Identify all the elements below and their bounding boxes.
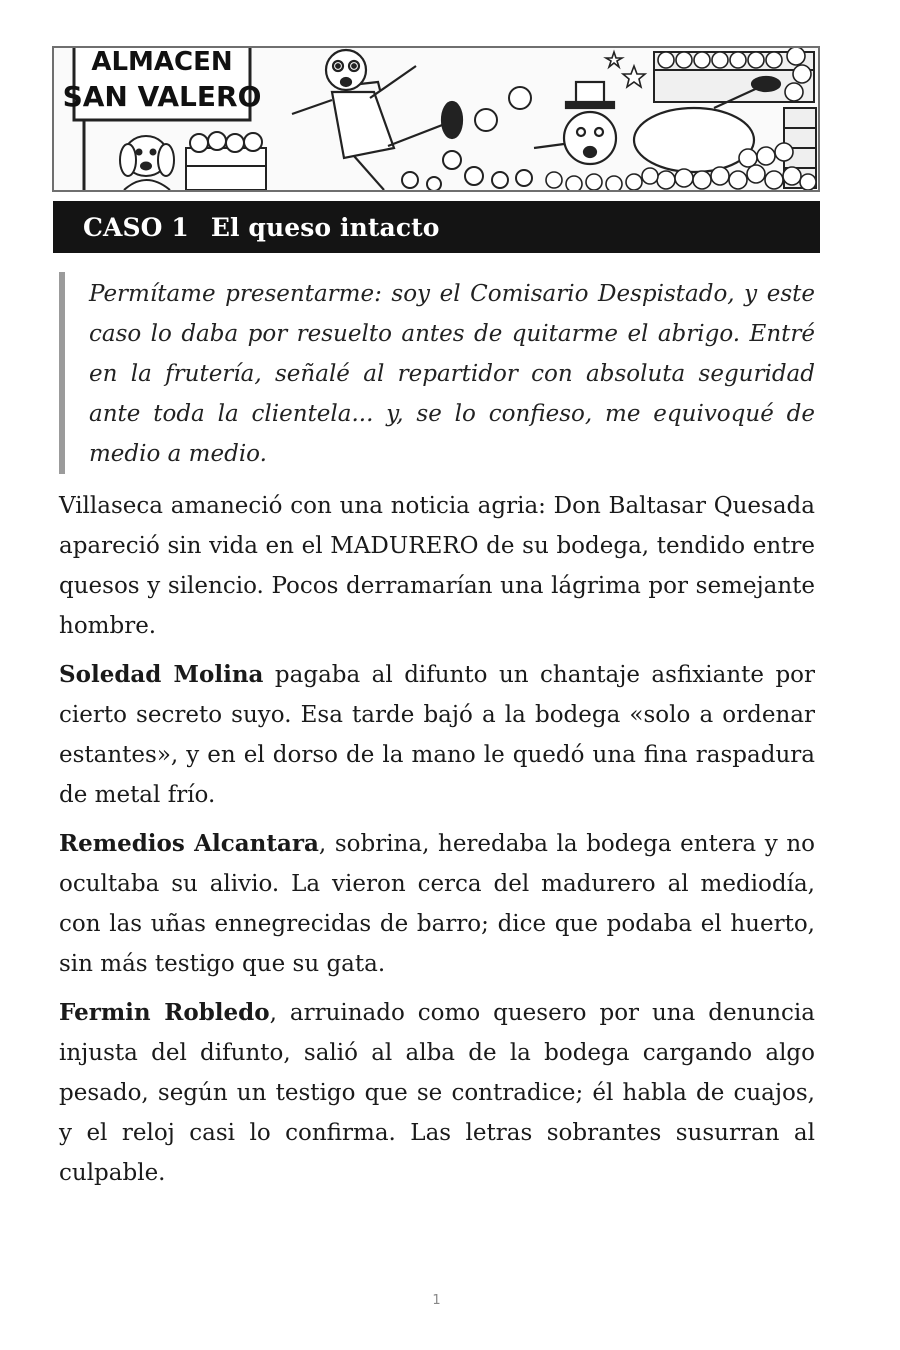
- suspect-name: Soledad Molina: [59, 661, 264, 688]
- falling-man-drawing: [292, 50, 462, 190]
- dog-drawing: [120, 136, 174, 190]
- paragraph-intro: [59, 486, 815, 646]
- intro-quote: Permítame presentarme: soy el Comisario Despistado, y este caso lo daba por resuelto antes de quitarme el abrigo. Entré en la frutería, señalé al repartidor con absoluta seguridad ante toda la clientela... y, se lo confieso, me equivoqué de medio a medio.: [59, 272, 815, 474]
- paragraph-text: , arruinado como quesero por una denuncia injusta del difunto, salió al alba de la bodega cargando algo pesado, según un testigo que se contradice; él habla de cuajos, y el reloj casi lo confirma. Las letras sobrantes susurran al culpable.: [59, 1000, 815, 1186]
- suspect-name: Fermin Robledo: [59, 999, 270, 1026]
- rolling-fruit-drawing: [402, 87, 532, 190]
- paragraph-text: , sobrina, heredaba la bodega entera y no ocultaba su alivio. La vieron cerca del madurero al mediodía, con las uñas ennegrecidas de barro; dice que podaba el huerto, sin más testigo que su gata.: [59, 831, 816, 977]
- fruit-crates-drawing: [186, 132, 266, 190]
- suspect-name: Remedios Alcantara: [59, 830, 319, 857]
- paragraph-suspect-fermin: [59, 993, 815, 1193]
- paragraph-text: Villaseca amaneció con una noticia agria: Don Baltasar Quesada apareció sin vida en el MADURERO de su bodega, tendido entre quesos y silencio. Pocos derramarían una lágrima por semejante hombre.: [59, 493, 815, 639]
- case-number: CASO 1: [83, 212, 189, 242]
- page-number: 1: [432, 1293, 441, 1308]
- svg-text:ALMACEN: ALMACEN: [91, 48, 233, 77]
- stars-drawing: [606, 52, 645, 87]
- svg-text:SAN VALERO: SAN VALERO: [62, 80, 262, 113]
- paragraph-suspect-remedios: [59, 824, 815, 984]
- story-body: [59, 486, 815, 1202]
- paragraph-suspect-soledad: [59, 655, 815, 815]
- case-title: El queso intacto: [210, 212, 440, 242]
- paragraph-text: pagaba al difunto un chantaje asfixiante por cierto secreto suyo. Esa tarde bajó a la bodega «solo a ordenar estantes», y en el dorso de la mano le quedó una fina raspadura de metal frío.: [59, 662, 816, 808]
- case-title-bar: [53, 201, 820, 253]
- header-illustration: [52, 46, 820, 192]
